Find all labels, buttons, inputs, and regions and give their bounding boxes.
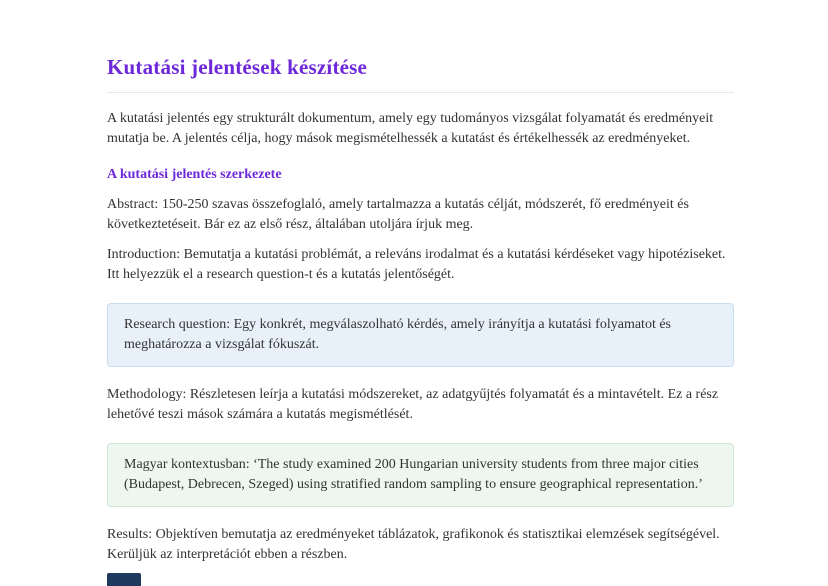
- paragraph-introduction: Introduction: Bemutatja a kutatási problémát, a releváns irodalmat és a kutatási kérdéseket vagy hipotéziseket. Itt helyezzük el a research question-t és a kutatás jelentőségét.: [107, 247, 726, 282]
- callout-research-question: Research question: Egy konkrét, megválaszolható kérdés, amely irányítja a kutatási folyamatot és meghatározza a vizsgálat fókuszát.: [107, 303, 734, 367]
- paragraph-results: Results: Objektíven bemutatja az eredményeket táblázatok, grafikonok és statisztikai elemzések segítségével. Kerüljük az interpretációt ebben a részben.: [107, 527, 720, 562]
- paragraph-methodology: Methodology: Részletesen leírja a kutatási módszereket, az adatgyűjtés folyamatát és a mintavételt. Ez a rész lehetővé teszi mások számára a kutatás megismétlését.: [107, 387, 719, 422]
- callout-hungarian-context: Magyar kontextusban: ‘The study examined 200 Hungarian university students from three major cities (Budapest, Debrecen, Szeged) using stratified random sampling to ensure geographical representation.’: [107, 443, 734, 507]
- paragraph-abstract: Abstract: 150-250 szavas összefoglaló, amely tartalmazza a kutatás célját, módszerét, fő eredményeit és következtetéseit. Bár ez az első rész, általában utoljára írjuk meg.: [107, 197, 689, 232]
- intro-paragraph: A kutatási jelentés egy strukturált dokumentum, amely egy tudományos vizsgálat folyamatát és eredményeit mutatja be. A jelentés célja, hogy mások megismételhessék a kutatást és értékelhessék az eredményeket.: [107, 111, 714, 146]
- partial-scrolled-element: [107, 573, 141, 586]
- page-title: Kutatási jelentések készítése: [107, 55, 368, 79]
- document-content: [107, 55, 734, 575]
- section-heading: A kutatási jelentés szerkezete: [107, 167, 282, 182]
- title-divider: [107, 92, 734, 93]
